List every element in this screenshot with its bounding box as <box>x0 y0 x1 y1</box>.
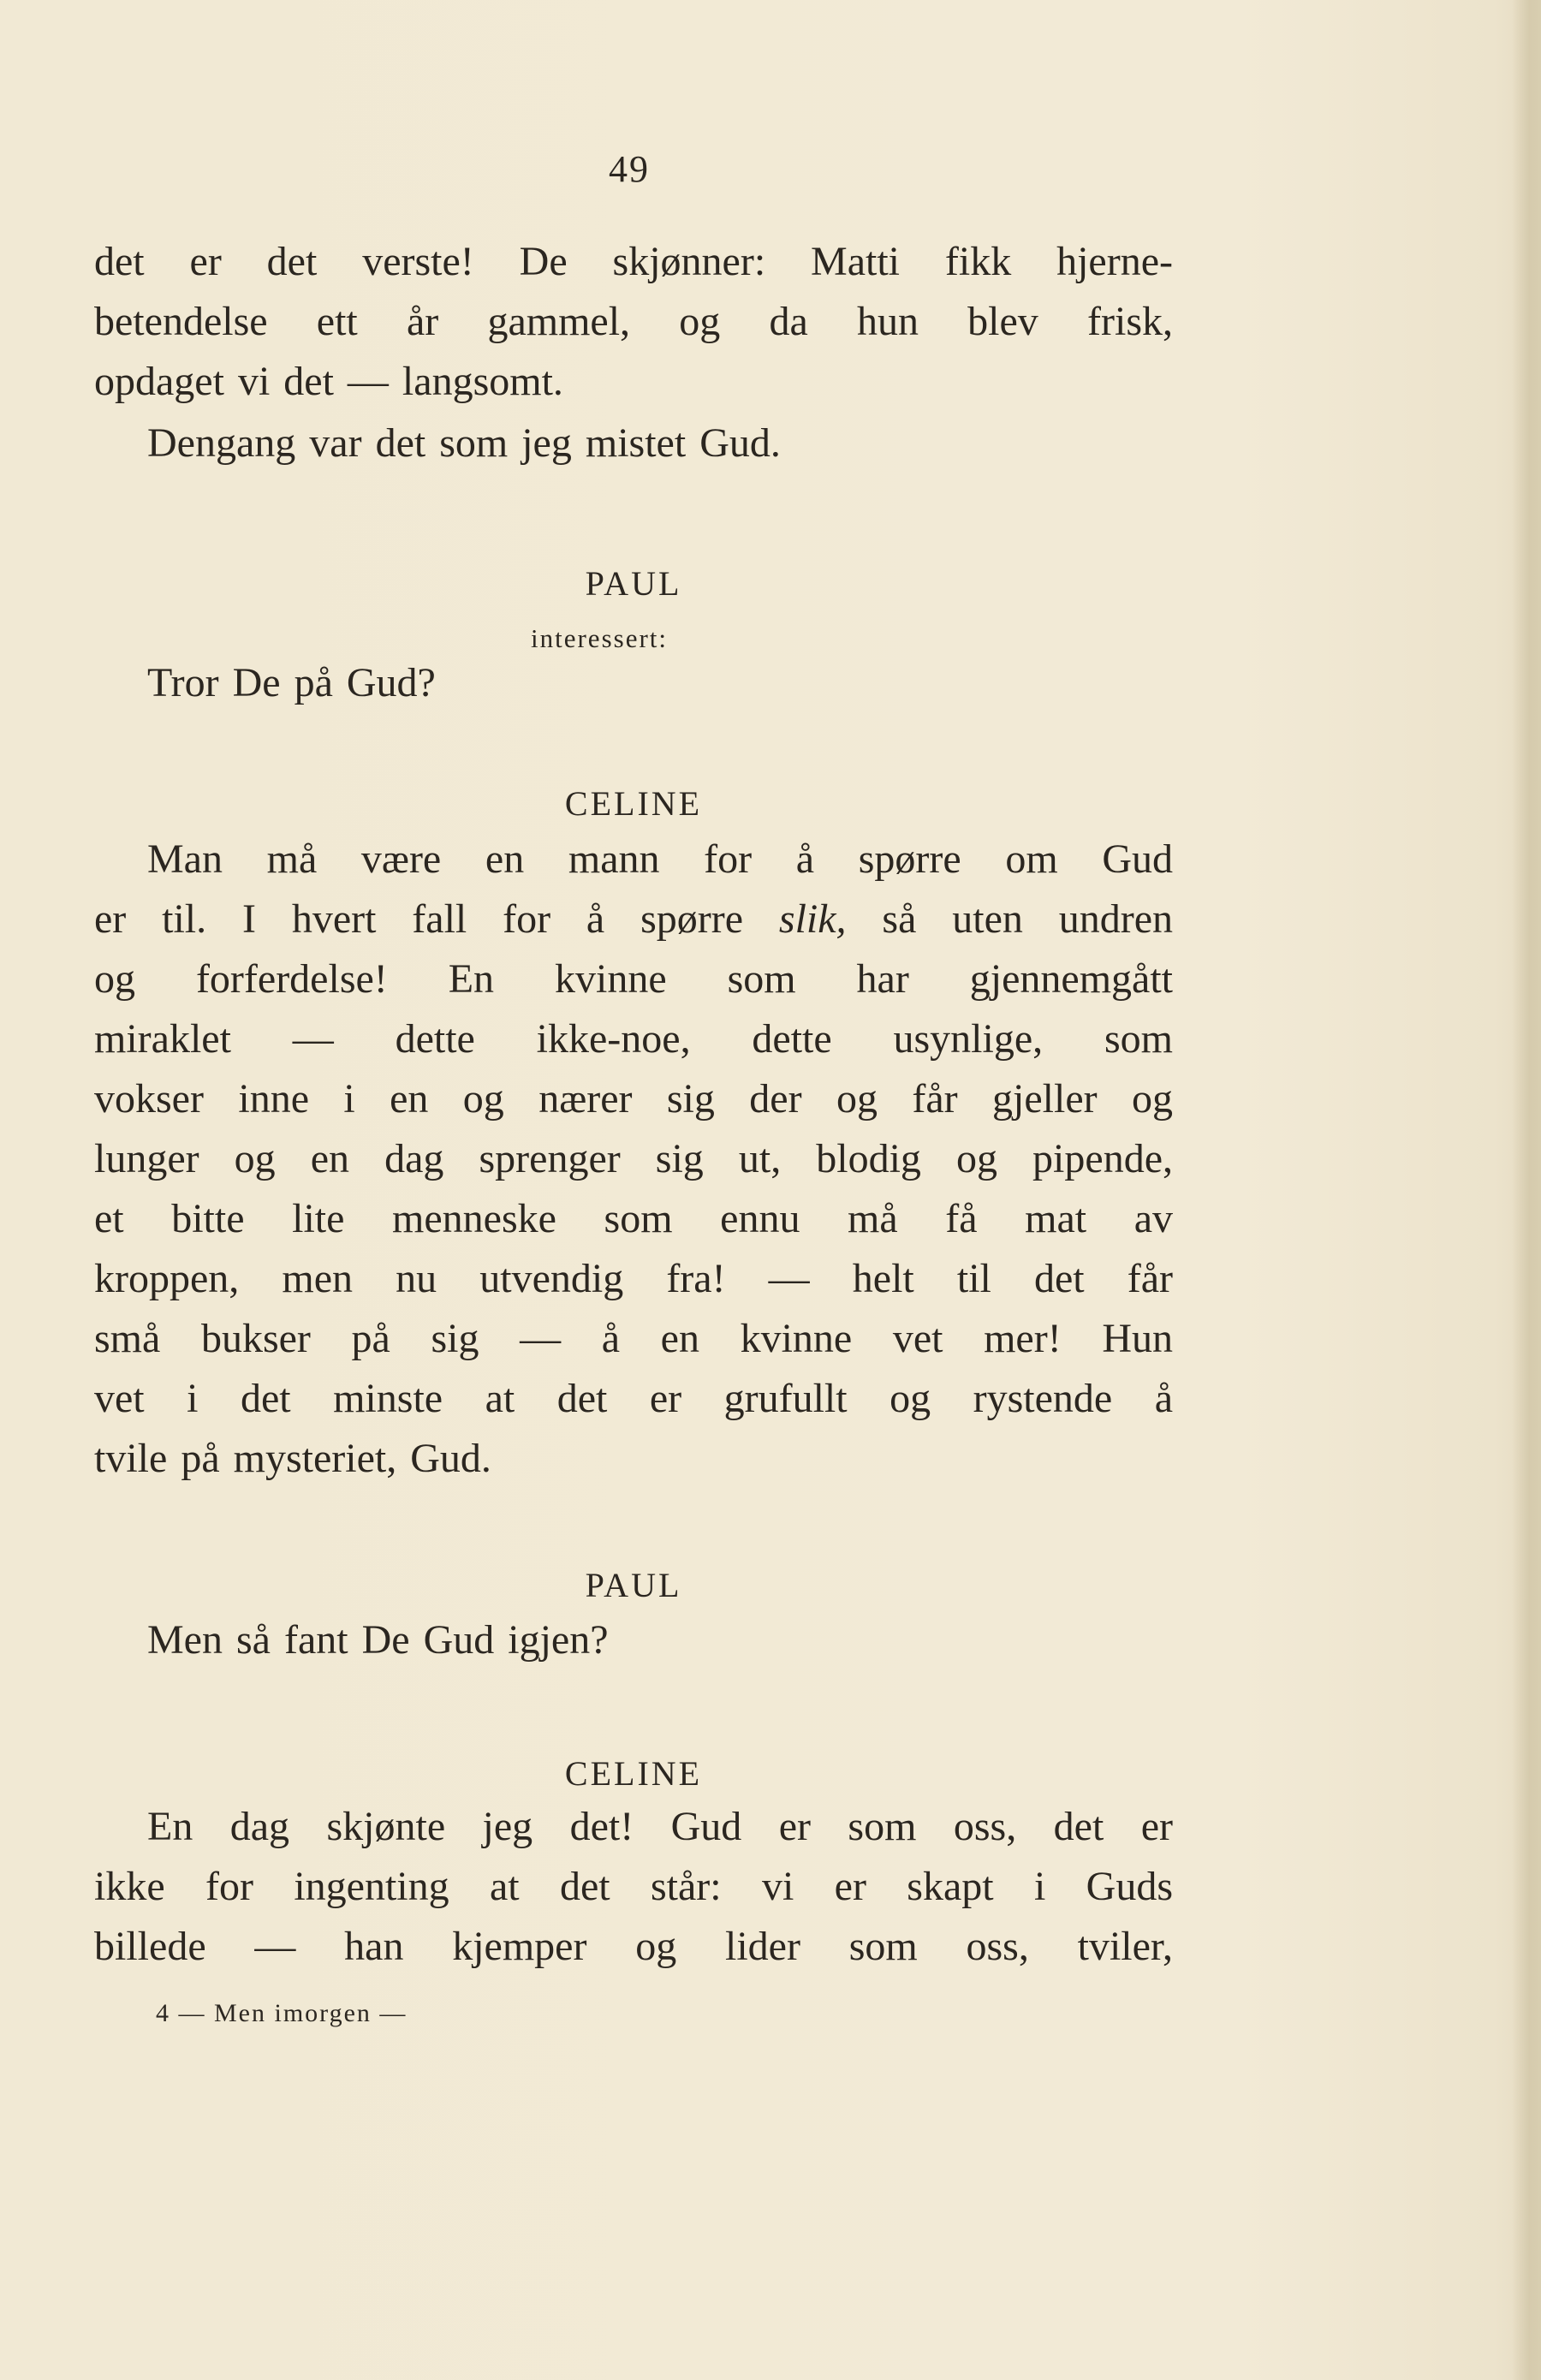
text-line: Dengang var det som jeg mistet Gud. <box>147 420 781 466</box>
text-line: vokser inne i en og nærer sig der og får gjeller og <box>94 1076 1173 1122</box>
text-line: opdaget vi det — langsomt. <box>94 359 563 404</box>
speaker-name: PAUL <box>585 1566 682 1604</box>
stage-direction: interessert: <box>531 623 669 653</box>
text-line: Man må være en mann for å spørre om Gud <box>147 836 1173 882</box>
spoken-line: Men så fant De Gud igjen? <box>147 1617 609 1663</box>
speaker-name: CELINE <box>564 784 703 823</box>
page-edge <box>1512 0 1541 2380</box>
text-line: En dag skjønte jeg det! Gud er som oss, det er <box>147 1804 1173 1849</box>
spoken-line: Tror De på Gud? <box>147 660 436 705</box>
text-line: et bitte lite menneske som ennu må få mat av <box>94 1196 1173 1241</box>
text-line: ikke for ingenting at det står: vi er skapt i Guds <box>94 1864 1173 1909</box>
text-line: lunger og en dag sprenger sig ut, blodig og pipende, <box>94 1136 1173 1181</box>
emphasis: slik, <box>778 896 847 942</box>
text-line: vet i det minste at det er grufullt og rystende å <box>94 1376 1173 1421</box>
text-line: miraklet — dette ikke-noe, dette usynlige, som <box>94 1016 1173 1062</box>
text-line: og forferdelse! En kvinne som har gjennemgått <box>94 956 1173 1002</box>
text-line: kroppen, men nu utvendig fra! — helt til det får <box>94 1256 1173 1301</box>
page-number: 49 <box>609 148 650 190</box>
text-line: betendelse ett år gammel, og da hun blev frisk, <box>94 299 1173 344</box>
speaker-name: CELINE <box>564 1754 703 1793</box>
text-line: det er det verste! De skjønner: Matti fikk hjerne- <box>94 239 1173 284</box>
text-line: billede — han kjemper og lider som oss, tviler, <box>94 1924 1173 1969</box>
speaker-name: PAUL <box>585 564 682 603</box>
signature-mark: 4 — Men imorgen — <box>156 1999 408 2027</box>
text-line: små bukser på sig — å en kvinne vet mer! Hun <box>94 1316 1173 1361</box>
text-line: tvile på mysteriet, Gud. <box>94 1436 491 1481</box>
text-line: er til. I hvert fall for å spørre slik, så uten undren <box>94 896 1174 942</box>
